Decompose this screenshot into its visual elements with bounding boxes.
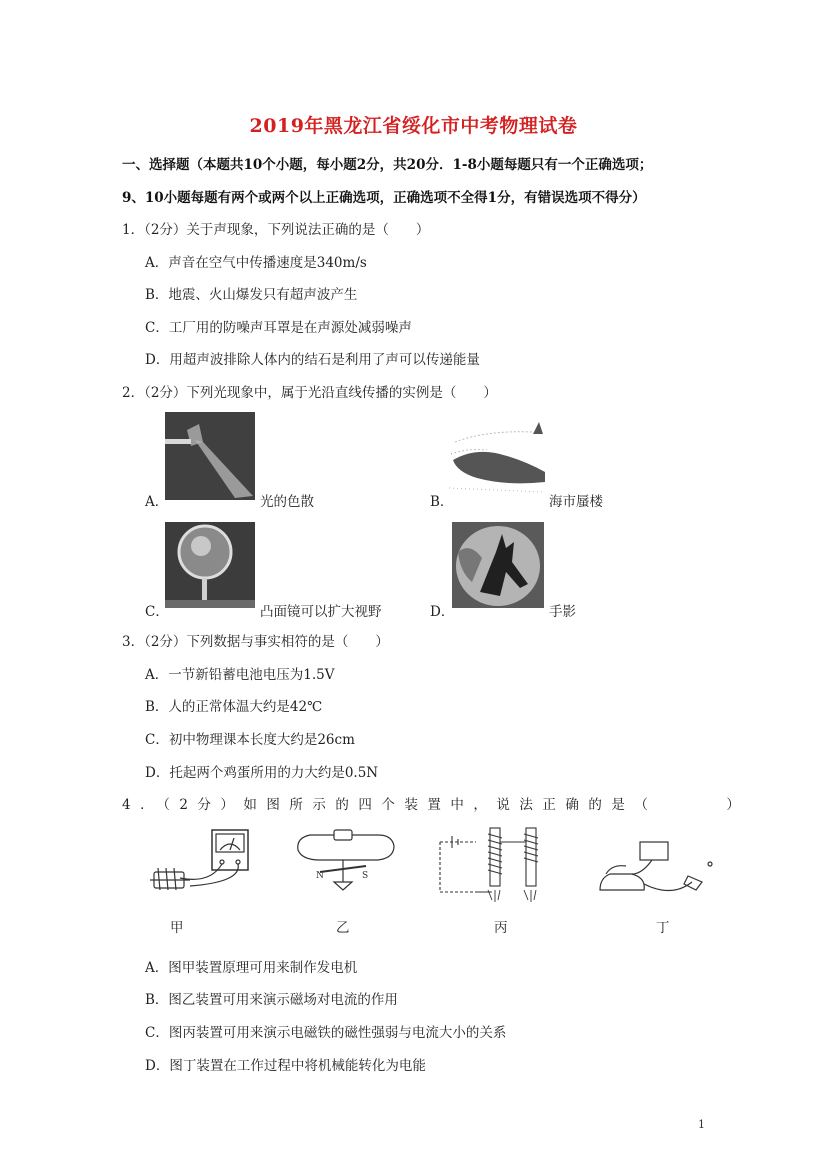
figure-label-yi: 乙 — [336, 920, 350, 936]
section-header-line2: 9、10小题每题有两个或两个以上正确选项，正确选项不全得1分，有错误选项不得分） — [122, 190, 646, 206]
question-1-option-b: B．地震、火山爆发只有超声波产生 — [145, 287, 358, 303]
figure-jia-coil-galvanometer — [140, 824, 270, 904]
figure-label-bing: 丙 — [494, 920, 508, 936]
question-1-option-a: A．声音在空气中传播速度是340m/s — [145, 255, 367, 271]
question-2-option-c-caption: 凸面镜可以扩大视野 — [260, 604, 382, 620]
question-1-option-d: D．用超声波排除人体内的结石是利用了声可以传递能量 — [145, 352, 480, 368]
question-3-stem: 3．（2分）下列数据与事实相符的是（ ） — [122, 634, 389, 650]
svg-text:N: N — [316, 871, 324, 881]
dispersion-photo — [165, 412, 255, 500]
figure-label-jia: 甲 — [170, 920, 184, 936]
page-title: 2019年黑龙江省绥化市中考物理试卷 — [249, 115, 578, 137]
svg-text:S: S — [362, 871, 369, 881]
page-number: 1 — [698, 1118, 705, 1131]
question-2-option-d-letter: D． — [430, 604, 455, 620]
question-2-option-a-letter: A． — [145, 494, 169, 510]
hand-shadow-photo — [452, 522, 544, 608]
question-2-stem: 2．（2分）下列光现象中，属于光沿直线传播的实例是（ ） — [122, 385, 497, 401]
question-3-option-a: A．一节新铅蓄电池电压为1.5V — [145, 667, 335, 683]
question-1-option-c: C．工厂用的防噪声耳罩是在声源处减弱噪声 — [145, 320, 412, 336]
question-2-option-b-letter: B． — [430, 494, 454, 510]
question-3-option-c: C．初中物理课本长度大约是26cm — [145, 732, 355, 748]
figure-ding-electric-iron — [592, 838, 720, 904]
question-4-option-c: C．图丙装置可用来演示电磁铁的磁性强弱与电流大小的关系 — [145, 1025, 507, 1041]
figure-bing-electromagnets — [432, 822, 552, 904]
question-2-option-a-caption: 光的色散 — [260, 494, 314, 510]
question-2-option-d-caption: 手影 — [549, 604, 576, 620]
question-2-option-c-letter: C． — [145, 604, 169, 620]
figure-label-ding: 丁 — [656, 920, 670, 936]
mirage-photo — [447, 412, 545, 500]
question-4-stem: 4．（2分）如图所示的四个装置中，说法正确的是（ ） — [122, 797, 750, 813]
figure-yi-oersted — [290, 826, 400, 904]
question-4-option-b: B．图乙装置可用来演示磁场对电流的作用 — [145, 992, 398, 1008]
question-2-option-b-caption: 海市蜃楼 — [549, 494, 603, 510]
question-3-option-d: D．托起两个鸡蛋所用的力大约是0.5N — [145, 765, 379, 781]
question-3-option-b: B．人的正常体温大约是42℃ — [145, 699, 323, 715]
section-header-line1: 一、选择题（本题共10个小题，每小题2分，共20分．1-8小题每题只有一个正确选项； — [122, 157, 653, 173]
question-1-stem: 1．（2分）关于声现象，下列说法正确的是（ ） — [122, 222, 430, 238]
question-4-option-d: D．图丁装置在工作过程中将机械能转化为电能 — [145, 1058, 426, 1074]
convex-mirror-photo — [165, 522, 255, 608]
question-4-option-a: A．图甲装置原理可用来制作发电机 — [145, 960, 358, 976]
